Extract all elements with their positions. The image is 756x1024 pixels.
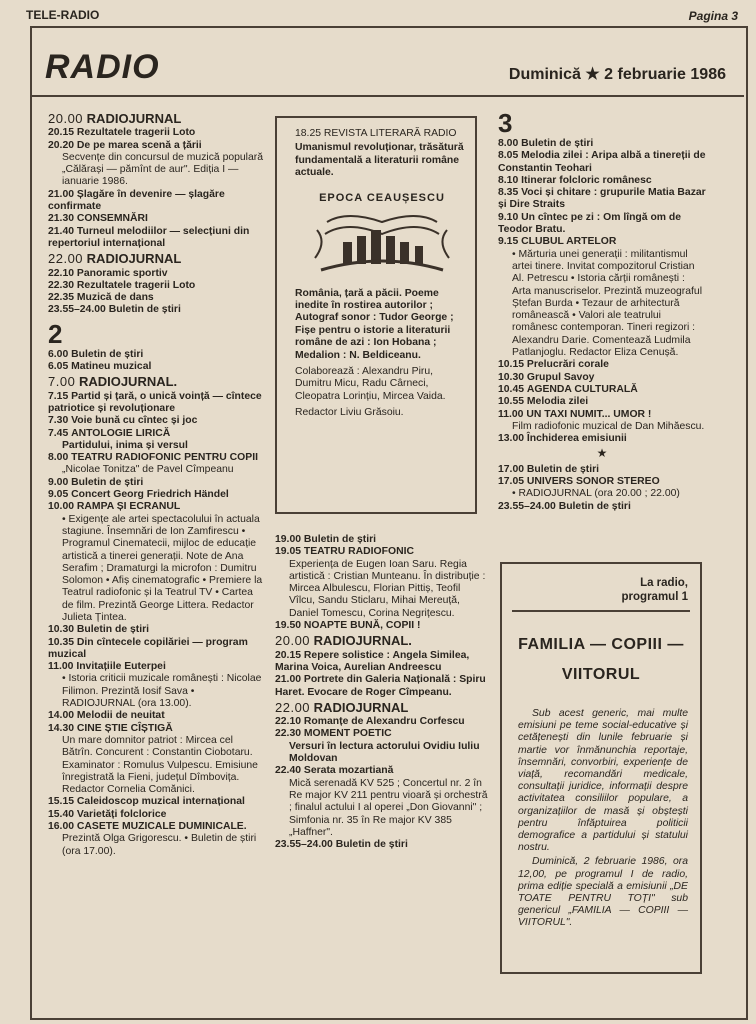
- program-entry: [498, 359, 706, 371]
- program-title: Portrete din Galeria Națională : Spiru Haret. Evocare de Roger Cîmpeanu.: [275, 674, 486, 698]
- program-title: RADIOJURNAL.: [78, 374, 178, 390]
- program-time: 22.35: [48, 292, 75, 304]
- program-entry: [48, 661, 266, 673]
- program-time: 7.45: [48, 427, 69, 439]
- program-time: 17.00: [498, 463, 525, 475]
- program-description: Prezintă Olga Grigorescu. • Buletin de știri (ora 17.00).: [62, 833, 257, 857]
- program-entry: [48, 723, 266, 735]
- program-title: Buletin de știri: [521, 138, 594, 149]
- program-time: 16.00: [48, 821, 75, 833]
- family-box-paragraph-1: Sub acest generic, mai multe emisiuni pe teme social-educative și cetățenești din lunile februarie și martie vor înmănunchia reportaje, însemnări, convorbiri, experiențe de viață, recomandări medicale, consultații juridice, informații despre activitatea consiliilor populare, a organizațiilor de masă și obștești pentru înfăptuirea politicii demografice a partidului și statului nostru.: [518, 708, 688, 854]
- program-entry: [48, 624, 266, 636]
- program-entry: [48, 189, 266, 214]
- page-title: RADIO: [45, 48, 160, 86]
- program-entry: [498, 150, 706, 175]
- program-time: 7.30: [48, 415, 69, 427]
- program-time: 19.00: [275, 534, 302, 545]
- program-title: Rezultatele tragerii Loto: [76, 127, 196, 139]
- family-box-paragraph-2: Duminică, 2 februarie 1986, ora 12,00, pe programul I de radio, prima ediție specială a emisiunii „DE TOATE PENTRU TOȚI" sub genericul „FAMILIA — COPIII — VIITORUL".: [518, 856, 688, 929]
- logo-text: EPOCA CEAUȘESCU: [319, 191, 445, 204]
- program-entry: [48, 376, 266, 388]
- program-title: Romanțe de Alexandru Corfescu: [303, 716, 465, 728]
- program-time: 23.55–24.00: [275, 839, 333, 851]
- program-entry: [498, 236, 706, 248]
- program-entry: [48, 349, 266, 361]
- program-time: 20.20: [48, 139, 75, 151]
- program-time: 19.50: [275, 620, 302, 632]
- program-time: 9.10: [498, 211, 519, 223]
- program-entry: [48, 415, 266, 427]
- program-entry: [48, 809, 266, 821]
- program-title: RADIOJURNAL: [313, 699, 409, 715]
- program-description: • RADIOJURNAL (ora 20.00 ; 22.00): [512, 488, 680, 500]
- program-title: NOAPTE BUNĂ, COPII !: [303, 620, 421, 632]
- top-bar: [0, 0, 756, 26]
- program-time: 8.00: [498, 138, 519, 149]
- program-title: Buletin de știri: [303, 534, 377, 545]
- program-entry: [48, 226, 266, 251]
- program-entry: [48, 796, 266, 808]
- program-time: 22.30: [275, 728, 302, 740]
- program-time: 21.40: [48, 225, 75, 237]
- program-entry: [498, 187, 706, 212]
- program-time: 8.05: [498, 150, 519, 162]
- program-entry: [275, 534, 489, 546]
- program-title: RADIOJURNAL: [86, 251, 182, 267]
- program-title: Itinerar folcloric românesc: [521, 174, 652, 186]
- program-title: AGENDA CULTURALĂ: [526, 383, 638, 395]
- program-entry: [48, 489, 266, 501]
- program-title: Serata mozartiană: [303, 765, 394, 777]
- program-time: 13.00: [498, 433, 525, 445]
- program-title: Voci și chitare : grupurile Matia Bazar și Dire Straits: [498, 187, 706, 211]
- program-title: Repere solistice : Angela Similea, Marina Voica, Aurelian Andreescu: [275, 649, 470, 673]
- family-box-title: [502, 630, 700, 690]
- program-entry: [275, 620, 489, 632]
- program-entry: [48, 127, 266, 139]
- program-entry: [498, 464, 706, 476]
- program-title: Din cîntecele copilăriei — program muzical: [48, 636, 248, 660]
- program-description: Secvențe din concursul de muzică populară „Călărași — pămînt de aur". Ediția I — ianuarie 1986.: [62, 151, 264, 188]
- program-time: 11.00: [48, 661, 74, 673]
- program-entry: [498, 212, 706, 237]
- page-number: Pagina 3: [688, 9, 738, 23]
- program-time: 20.15: [275, 649, 302, 661]
- program-title: RAMPA ȘI ECRANUL: [76, 501, 181, 513]
- program-time: 9.00: [48, 476, 69, 488]
- program-time: 23.55–24.00: [48, 304, 106, 316]
- program-time: 20.15: [48, 127, 75, 139]
- date-line: Duminică ★ 2 februarie 1986: [508, 66, 726, 83]
- program-description: • Exigențe ale artei spectacolului în actuala stagiune. Însemnări de Ion Zamfirescu • Programul Cinematecii, mijloc de educație artistică a tinerei generații. Note de Ana Serafim ; Dramaturgi la microfon : Dumitru Solomon • Afiș cinematografic • Premiere la Teatrul radiofonic și la Teatrul TV • Cartea de film. Prezintă George Littera. Redactor Julieta Țintea.: [62, 513, 263, 623]
- program-time: 10.30: [498, 371, 525, 383]
- program-title: Grupul Savoy: [526, 371, 595, 383]
- program-entry: [48, 501, 266, 513]
- epoca-ceausescu-logo: [307, 192, 457, 278]
- program-title: Varietăți folclorice: [76, 808, 167, 820]
- program-title: UNIVERS SONOR STEREO: [526, 476, 660, 488]
- program-time: 6.05: [48, 361, 69, 373]
- program-time: 10.00: [48, 501, 75, 513]
- program-time: 8.10: [498, 174, 519, 186]
- program-title: Panoramic sportiv: [76, 267, 168, 279]
- program-title: UN TAXI NUMIT... UMOR !: [526, 408, 652, 420]
- program-entry: [275, 635, 489, 647]
- program-title: Melodii de neuitat: [76, 710, 165, 722]
- program-title: MOMENT POETIC: [303, 728, 392, 740]
- program-time: 20.00: [48, 111, 84, 126]
- program-entry: [498, 476, 706, 488]
- family-box-title-line2: VIITORUL: [561, 666, 641, 683]
- program-description: • Mărturia unei generații : militantismul artei tinere. Invitat compozitorul Cristian Al. Petrescu • Istoria cărții românești : Arta manuscriselor. Prezintă muzeograful Ștefan Burda • Tezaur de arhitectură românească • Valori ale teatrului românesc contemporan. Tineri regizori : Alexandru Darie. Comentează Ludmila Patlanjoglu. Redactor Eliza Cenușă.: [512, 248, 702, 359]
- program-time: 8.00: [48, 452, 69, 464]
- program-entry: [48, 213, 266, 225]
- program-entry: [48, 292, 266, 304]
- program-title: Buletin de știri: [558, 500, 631, 512]
- program-description: Experiența de Eugen Ioan Saru. Regia artistică : Cristian Munteanu. În distribuție : Mircea Albulescu, Florian Pittiș, Teofil Vîlcu, Sandu Sticlaru, Mihai Mereuță, Daniel Tomescu, Corina Negrițescu.: [289, 558, 486, 619]
- program-title: De pe marea scenă a țării: [76, 139, 202, 151]
- program-description: Film radiofonic muzical de Dan Mihăescu.: [512, 420, 705, 432]
- program-title: Matineu muzical: [71, 361, 152, 373]
- program-title: Voie bună cu cîntec și joc: [71, 415, 198, 427]
- family-box-title-line1: FAMILIA — COPIII —: [518, 636, 684, 653]
- emblem-icon: [307, 192, 457, 278]
- program-time: 10.45: [498, 383, 525, 395]
- program-title: Un cîntec pe zi : Om lîngă om de Teodor Bratu.: [498, 211, 682, 236]
- program-entry: [48, 710, 266, 722]
- box-subheading: Umanismul revoluționar, trăsătură fundamentală a literaturii române actuale.: [295, 142, 464, 179]
- program-title: RADIOJURNAL: [86, 111, 182, 126]
- program-entry: [275, 716, 489, 728]
- program-entry: [48, 268, 266, 280]
- program-description: „Nicolae Tonitza" de Pavel Cîmpeanu: [62, 464, 234, 476]
- program-time: 20.00: [275, 633, 311, 649]
- literary-box: [275, 116, 477, 514]
- program-entry: [498, 409, 706, 421]
- program-title: Concert Georg Friedrich Händel: [71, 489, 229, 501]
- program-description: Mică serenadă KV 525 ; Concertul nr. 2 în Re major KV 211 pentru vioară și orchestră ; finalul actului I al operei „Don Giovanni" ; Simfonia nr. 35 în Re major KV 385 „Haffner".: [289, 777, 488, 838]
- program-title: ANTOLOGIE LIRICĂ: [71, 427, 171, 439]
- program-time: 9.05: [48, 489, 69, 501]
- program-entry: [498, 396, 706, 408]
- program-title: Buletin de știri: [71, 476, 144, 488]
- family-box-header: [502, 564, 700, 610]
- program-title: Închiderea emisiunii: [526, 433, 627, 445]
- program-time: 22.10: [48, 267, 75, 279]
- program-time: 7.00: [48, 374, 76, 390]
- program-title: CONSEMNĂRI: [76, 213, 148, 225]
- program-entry: [48, 391, 266, 416]
- program-time: 6.00: [48, 348, 69, 360]
- program-entry: [498, 384, 706, 396]
- program-title: CLUBUL ARTELOR: [521, 236, 617, 248]
- program-title: Prelucrări corale: [526, 359, 609, 371]
- program-entry: [48, 361, 266, 373]
- program-time: 10.30: [48, 624, 75, 636]
- box-body: România, țară a păcii. Poeme inedite în rostirea autorilor ; Autograf sonor : Tudor George ; Fișe pentru o istorie a literaturii române de azi : Ion Hobana ; Medalion : N. Beldiceanu.: [295, 287, 454, 361]
- program-entry: [498, 372, 706, 384]
- family-box-header-line2: programul 1: [621, 591, 688, 603]
- program-title: RADIOJURNAL.: [313, 633, 412, 649]
- program-time: 22.30: [48, 279, 75, 291]
- program-title: Muzică de dans: [76, 292, 154, 304]
- program-entry: [48, 140, 266, 152]
- program-time: 10.55: [498, 396, 525, 408]
- program-entry: [48, 113, 266, 125]
- program-time: 7.15: [48, 390, 69, 402]
- program-title: Șlagăre în devenire — șlagăre confirmate: [48, 188, 225, 213]
- family-box-body: [502, 708, 700, 930]
- program-entry: [48, 452, 266, 464]
- program-entry: [275, 765, 489, 777]
- section-label: TELE-RADIO: [26, 8, 100, 22]
- program-title: Buletin de știri: [335, 839, 408, 851]
- program-entry: [498, 138, 706, 150]
- column-2: [275, 534, 489, 851]
- program-entry: [48, 253, 266, 265]
- family-box-rule: [512, 610, 690, 612]
- column-3: [498, 110, 706, 513]
- program-time: 15.40: [48, 808, 75, 820]
- box-heading: 18.25 REVISTA LITERARĂ RADIO: [295, 128, 457, 139]
- program-title: Buletin de știri: [526, 463, 600, 475]
- program-time: 22.00: [48, 251, 84, 267]
- family-box-header-line1: La radio,: [640, 577, 688, 589]
- program-time: 22.10: [275, 716, 302, 728]
- program-description: Versuri în lectura actorului Ovidiu Iuliu Moldovan: [289, 740, 480, 765]
- column-1: [48, 110, 266, 858]
- program-time: 21.00: [275, 674, 302, 686]
- day-number-3: 3: [498, 108, 513, 138]
- program-title: Melodia zilei: [526, 396, 589, 408]
- program-title: Buletin de știri: [76, 624, 150, 636]
- program-entry: [275, 839, 489, 851]
- program-title: Partid și țară, o unică voință — cîntece patriotice și revoluționare: [48, 390, 262, 414]
- program-entry: [275, 728, 489, 740]
- program-time: 14.30: [48, 722, 75, 734]
- program-description: Un mare domnitor patriot : Mircea cel Bătrîn. Concurent : Constantin Ciobotaru. Examinator : Romulus Vulpescu. Emisiune înregistrată la Fieni, județul Dîmbovița. Redactor Cornelia Comănici.: [62, 734, 258, 796]
- program-entry: [275, 699, 489, 715]
- program-time: 14.00: [48, 710, 75, 722]
- program-title: Buletin de știri: [108, 304, 181, 316]
- program-entry: [48, 304, 266, 316]
- program-entry: [275, 674, 489, 699]
- program-entry: [48, 637, 266, 662]
- program-time: 21.30: [48, 213, 75, 225]
- program-time: 19.05: [275, 546, 302, 558]
- program-title: Melodia zilei : Aripa albă a tinereții de Constantin Teohari: [498, 150, 706, 174]
- family-box: [500, 562, 702, 974]
- program-entry: [498, 501, 706, 513]
- program-time: 9.15: [498, 236, 519, 248]
- day-number-2: 2: [48, 318, 63, 349]
- program-title: Turneul melodiilor — selecțiuni din repertoriul internațional: [48, 225, 250, 249]
- program-time: 22.40: [275, 765, 302, 777]
- program-entry: [48, 821, 266, 833]
- program-description: • Istoria criticii muzicale românești : Nicolae Filimon. Prezintă Iosif Sava • RADIOJURNAL (ora 13.00).: [62, 673, 262, 710]
- program-entry: [48, 280, 266, 292]
- program-time: 17.05: [498, 476, 525, 488]
- program-entry: [275, 650, 489, 675]
- program-title: Invitațiile Euterpei: [76, 661, 166, 673]
- program-time: 22.00: [275, 699, 311, 715]
- program-entry: [275, 546, 489, 558]
- program-time: 10.35: [48, 636, 75, 648]
- program-title: Caleidoscop muzical internațional: [76, 796, 245, 808]
- program-time: 8.35: [498, 187, 519, 199]
- box-collab: Colaborează : Alexandru Piru, Dumitru Micu, Radu Cârneci, Cleopatra Lorințiu, Mircea Vaida.: [295, 366, 446, 402]
- program-entry: [48, 477, 266, 489]
- box-editor: Redactor Liviu Grăsoiu.: [295, 407, 404, 419]
- program-time: 10.15: [498, 359, 525, 371]
- header-rule: [30, 95, 744, 97]
- program-time: 21.00: [48, 188, 75, 200]
- program-entry: [498, 175, 706, 187]
- program-title: Rezultatele tragerii Loto: [76, 279, 196, 291]
- program-title: CINE ȘTIE CÎȘTIGĂ: [76, 722, 173, 734]
- program-time: 15.15: [48, 796, 75, 808]
- program-title: Buletin de știri: [71, 348, 144, 360]
- program-entry: [498, 433, 706, 445]
- program-time: 11.00: [498, 408, 524, 420]
- star-separator: ★: [596, 446, 608, 461]
- program-title: TEATRU RADIOFONIC: [303, 546, 414, 558]
- program-entry: [48, 428, 266, 440]
- program-time: 23.55–24.00: [498, 500, 556, 512]
- program-title: TEATRU RADIOFONIC PENTRU COPII: [71, 452, 258, 464]
- program-description: Partidului, inima și versul: [62, 439, 188, 451]
- program-title: CASETE MUZICALE DUMINICALE.: [76, 821, 247, 833]
